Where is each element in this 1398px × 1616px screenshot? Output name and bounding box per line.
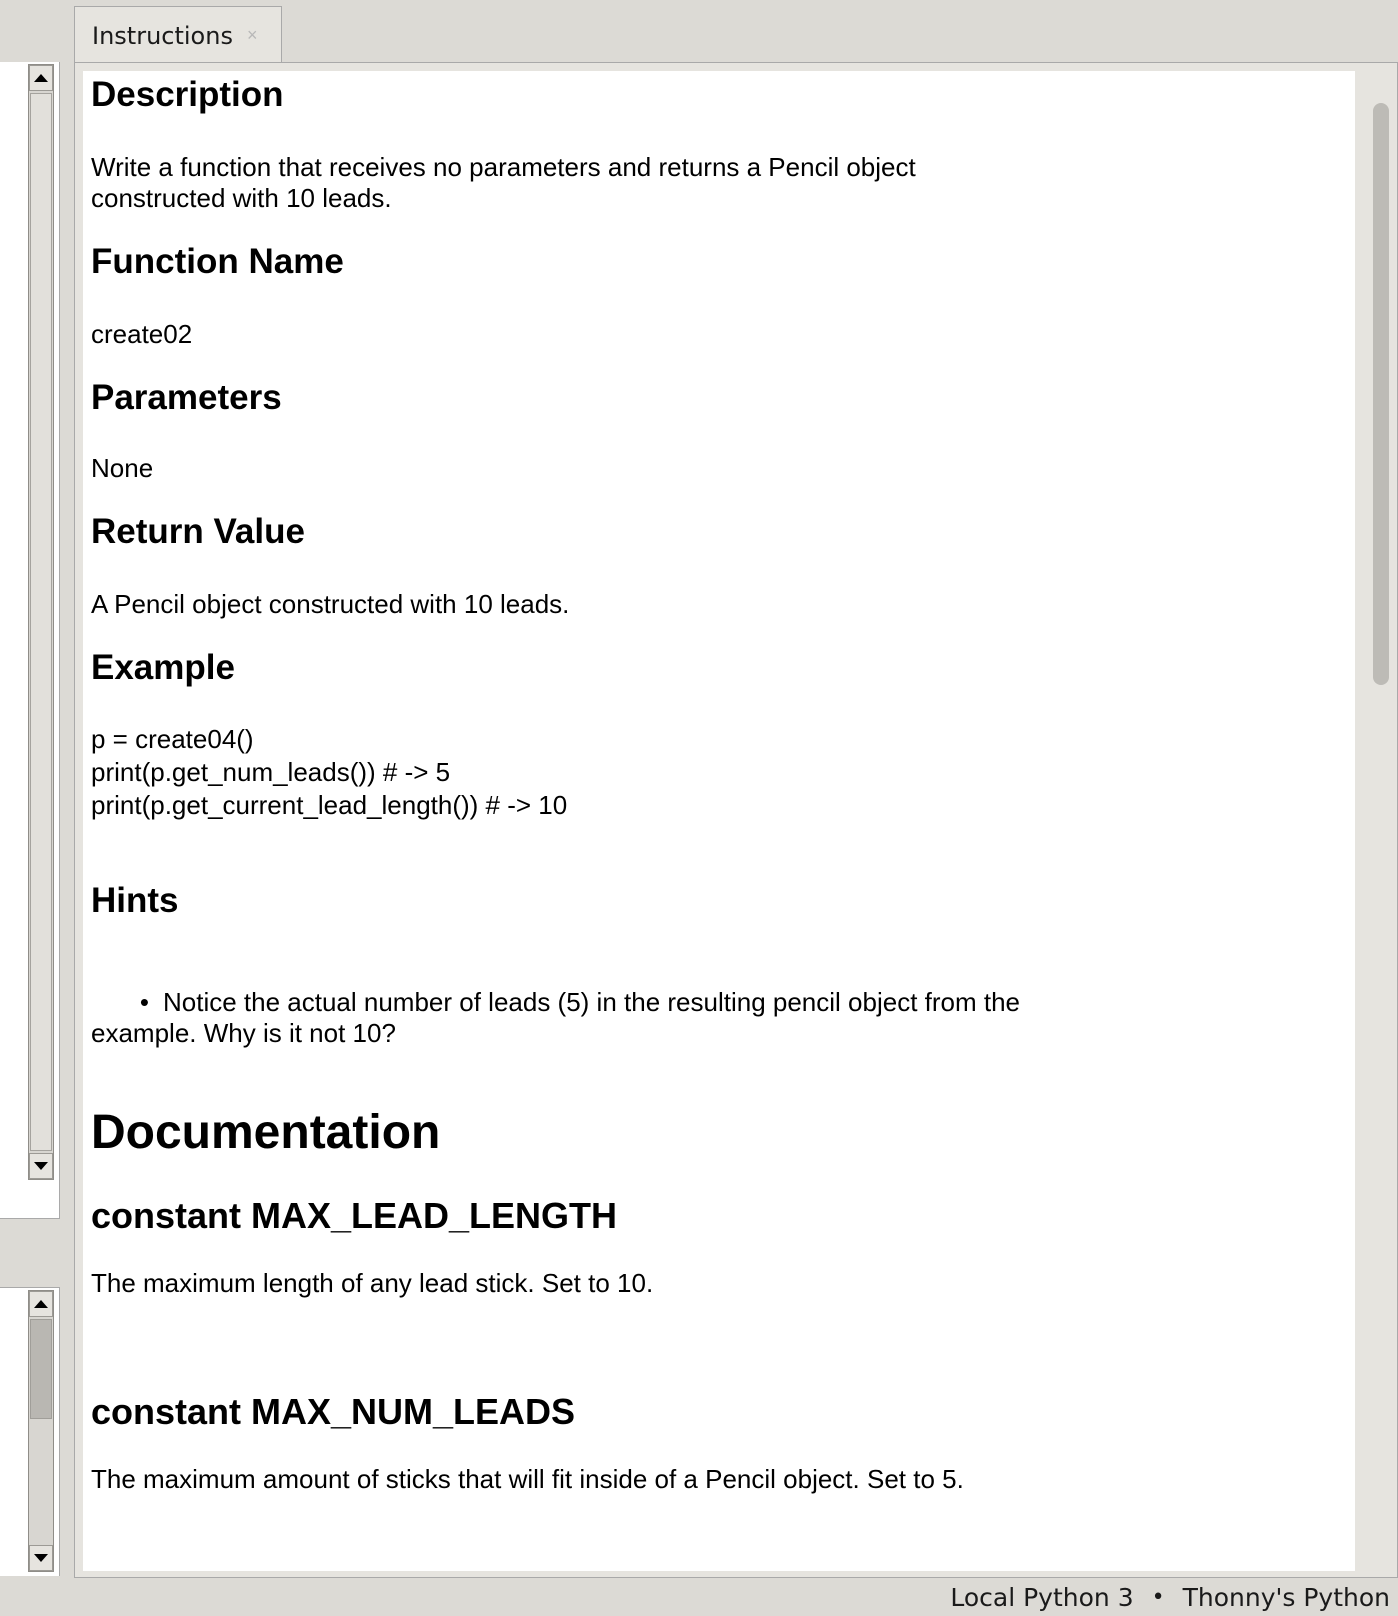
constant-max-lead-length-heading: constant MAX_LEAD_LENGTH: [91, 1195, 618, 1236]
scroll-down-button[interactable]: [29, 1545, 53, 1571]
example-line: print(p.get_current_lead_length()) # -> 10: [91, 790, 568, 820]
tab-label: Instructions: [92, 21, 233, 50]
arrow-down-icon: [34, 1162, 48, 1170]
scroll-up-button[interactable]: [29, 1291, 53, 1317]
status-separator: •: [1151, 1584, 1165, 1610]
description-text-line-2: constructed with 10 leads.: [91, 183, 392, 213]
close-icon[interactable]: ×: [246, 25, 258, 45]
left-pane-divider[interactable]: [0, 1218, 60, 1288]
status-bar: [0, 1578, 1398, 1616]
hint-item: [91, 987, 1191, 1018]
constant-max-num-leads-heading: constant MAX_NUM_LEADS: [91, 1391, 576, 1432]
function-name-heading: Function Name: [91, 242, 344, 281]
arrow-down-icon: [34, 1554, 48, 1562]
scroll-up-button[interactable]: [29, 65, 53, 91]
example-heading: Example: [91, 648, 235, 687]
arrow-up-icon: [34, 1300, 48, 1308]
left-lower-scrollbar[interactable]: [28, 1290, 54, 1572]
parameters-heading: Parameters: [91, 378, 282, 417]
hints-heading: Hints: [91, 881, 179, 920]
constant-max-num-leads-text: The maximum amount of sticks that will fit inside of a Pencil object. Set to 5.: [91, 1464, 964, 1494]
documentation-heading: Documentation: [91, 1106, 441, 1159]
instructions-scrollbar[interactable]: [1365, 69, 1397, 1573]
description-text-line-1: Write a function that receives no parameters and returns a Pencil object: [91, 152, 916, 182]
left-upper-pane: [0, 62, 60, 1218]
hint-text-line-1: Notice the actual number of leads (5) in the resulting pencil object from the: [163, 987, 1021, 1017]
scrollbar-thumb[interactable]: [30, 93, 52, 1151]
left-upper-scrollbar[interactable]: [28, 64, 54, 1180]
interpreter-label[interactable]: Local Python 3: [950, 1582, 1134, 1612]
arrow-up-icon: [34, 74, 48, 82]
hint-text-line-2: example. Why is it not 10?: [91, 1018, 396, 1048]
parameters-value: None: [91, 453, 154, 483]
return-value-text: A Pencil object constructed with 10 leads.: [91, 589, 570, 619]
example-line: p = create04(): [91, 724, 254, 754]
tab-instructions[interactable]: [74, 6, 282, 64]
scroll-down-button[interactable]: [29, 1153, 53, 1179]
example-line: print(p.get_num_leads()) # -> 5: [91, 757, 451, 787]
constant-max-lead-length-text: The maximum length of any lead stick. Set to 10.: [91, 1268, 654, 1298]
return-value-heading: Return Value: [91, 512, 305, 551]
instructions-panel: [74, 62, 1398, 1578]
left-lower-pane: [0, 1288, 60, 1576]
scrollbar-thumb[interactable]: [30, 1319, 52, 1419]
bullet-icon: •: [139, 987, 149, 1017]
scrollbar-thumb[interactable]: [1373, 103, 1389, 685]
function-name-value: create02: [91, 319, 193, 349]
description-heading: Description: [91, 75, 284, 114]
instructions-content: [83, 71, 1355, 1571]
python-label[interactable]: Thonny's Python: [1182, 1582, 1390, 1612]
